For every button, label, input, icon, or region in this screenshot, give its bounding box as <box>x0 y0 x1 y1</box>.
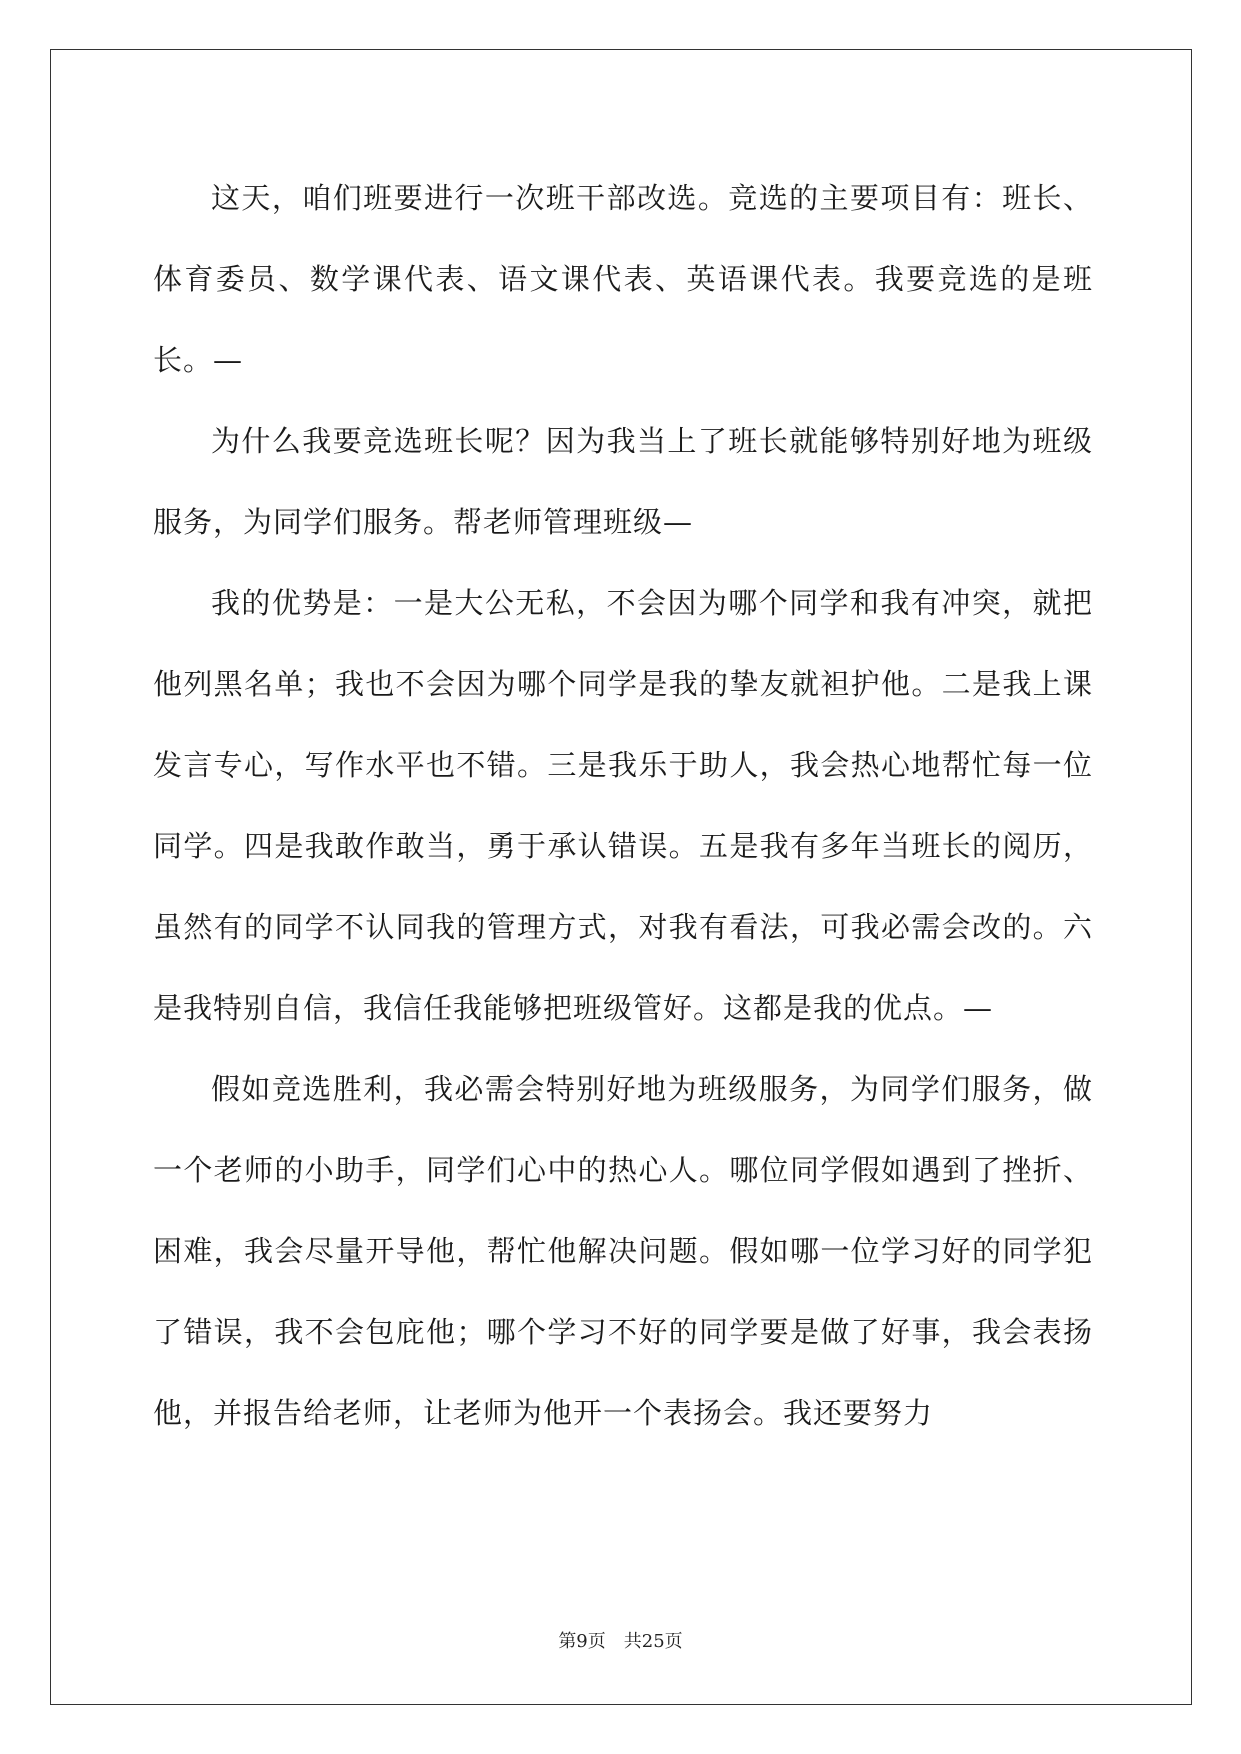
document-body <box>153 158 1093 1454</box>
paragraph-1: 这天，咱们班要进行一次班干部改选。竞选的主要项目有：班长、体育委员、数学课代表、语文课代表、英语课代表。我要竞选的是班长。— <box>153 181 1093 377</box>
page-footer <box>0 1630 1241 1654</box>
page-number: 第9页 <box>558 1631 606 1652</box>
page-total: 共25页 <box>623 1631 683 1652</box>
paragraph-3: 我的优势是：一是大公无私，不会因为哪个同学和我有冲突，就把他列黑名单；我也不会因为哪个同学是我的挚友就袒护他。二是我上课发言专心，写作水平也不错。三是我乐于助人，我会热心地帮忙每一位同学。四是我敢作敢当，勇于承认错误。五是我有多年当班长的阅历，虽然有的同学不认同我的管理方式，对我有看法，可我必需会改的。六是我特别自信，我信任我能够把班级管好。这都是我的优点。— <box>153 586 1093 1025</box>
paragraph-2: 为什么我要竞选班长呢？因为我当上了班长就能够特别好地为班级服务，为同学们服务。帮老师管理班级— <box>153 424 1093 539</box>
paragraph-4: 假如竞选胜利，我必需会特别好地为班级服务，为同学们服务，做一个老师的小助手，同学们心中的热心人。哪位同学假如遇到了挫折、困难，我会尽量开导他，帮忙他解决问题。假如哪一位学习好的同学犯了错误，我不会包庇他；哪个学习不好的同学要是做了好事，我会表扬他，并报告给老师，让老师为他开一个表扬会。我还要努力 <box>153 1072 1093 1430</box>
